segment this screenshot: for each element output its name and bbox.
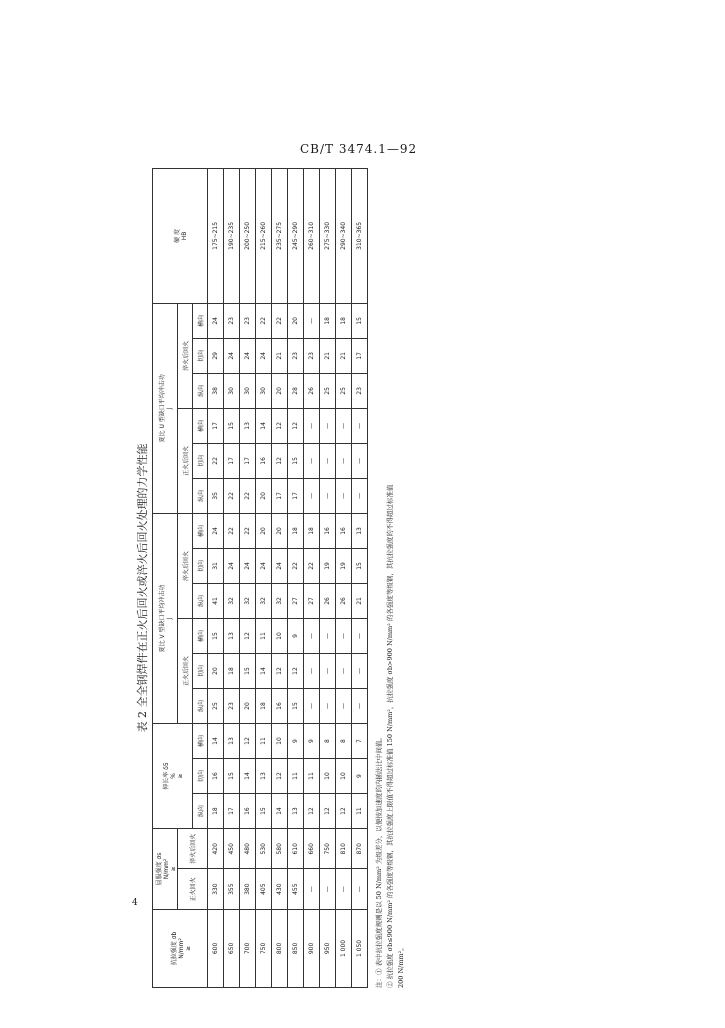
table-cell: 23: [224, 689, 240, 724]
dir-header: 横向: [193, 513, 208, 548]
table-cell: 430: [272, 869, 288, 909]
table-cell: 200~250: [240, 169, 256, 304]
normalized-header: 正火回火: [178, 869, 208, 909]
table-cell: 22: [288, 548, 304, 583]
dir-header: 切向: [193, 759, 208, 794]
table-cell: 12: [272, 759, 288, 794]
table-cell: 450: [224, 829, 240, 869]
dir-header: 切向: [193, 338, 208, 373]
table-cell: 23: [240, 303, 256, 338]
table-cell: 14: [240, 759, 256, 794]
table-cell: 17: [352, 338, 368, 373]
quenched-header: 淬火后回火: [178, 829, 208, 869]
table-cell: —: [304, 869, 320, 909]
table-cell: 18: [336, 303, 352, 338]
table-cell: 18: [256, 689, 272, 724]
table-cell: —: [352, 654, 368, 689]
table-cell: 580: [272, 829, 288, 869]
table-cell: 26: [320, 583, 336, 618]
dir-header: 切向: [193, 443, 208, 478]
table-cell: 22: [224, 478, 240, 513]
table-cell: 20: [272, 513, 288, 548]
table-row: [320, 169, 336, 988]
table-cell: 27: [288, 583, 304, 618]
table-cell: 10: [272, 724, 288, 759]
table-cell: 29: [208, 338, 224, 373]
table-cell: —: [304, 689, 320, 724]
table-cell: 30: [224, 373, 240, 408]
table-cell: 20: [256, 513, 272, 548]
dir-header: 纵向: [193, 583, 208, 618]
table-cell: 380: [240, 869, 256, 909]
table-row: [240, 169, 256, 988]
table-cell: 25: [320, 373, 336, 408]
table-cell: —: [352, 443, 368, 478]
table-cell: 660: [304, 829, 320, 869]
table-cell: 31: [208, 548, 224, 583]
table-cell: 405: [256, 869, 272, 909]
dir-header: 横向: [193, 618, 208, 653]
table-cell: 1 000: [336, 909, 352, 987]
table-cell: —: [352, 689, 368, 724]
v-nt-header: 正火后回火: [178, 618, 193, 723]
table-cell: 16: [256, 443, 272, 478]
table-cell: 290~340: [336, 169, 352, 304]
table-cell: 810: [336, 829, 352, 869]
table-cell: 23: [224, 303, 240, 338]
v-qt-header: 淬火后回火: [178, 513, 193, 618]
table-cell: 25: [336, 373, 352, 408]
table-cell: 35: [208, 478, 224, 513]
dir-header: 纵向: [193, 689, 208, 724]
table-cell: 12: [320, 794, 336, 829]
table-cell: —: [320, 689, 336, 724]
table-cell: 750: [256, 909, 272, 987]
table-cell: —: [336, 869, 352, 909]
table-cell: 15: [208, 618, 224, 653]
table-cell: 20: [240, 689, 256, 724]
table-cell: 420: [208, 829, 224, 869]
table-cell: 11: [304, 759, 320, 794]
table-cell: 455: [288, 869, 304, 909]
table-cell: 235~275: [272, 169, 288, 304]
tensile-header: 抗拉强度 σb N/mm² ≥: [153, 909, 208, 987]
table-cell: 10: [336, 759, 352, 794]
table-cell: 21: [272, 338, 288, 373]
table-cell: 27: [304, 583, 320, 618]
table-cell: 12: [240, 618, 256, 653]
table-cell: 26: [336, 583, 352, 618]
table-cell: 18: [224, 654, 240, 689]
table-cell: 24: [272, 548, 288, 583]
table-cell: 190~235: [224, 169, 240, 304]
table-cell: 7: [352, 724, 368, 759]
table-cell: 15: [352, 303, 368, 338]
table-cell: —: [352, 478, 368, 513]
table-cell: —: [320, 869, 336, 909]
table-cell: 800: [272, 909, 288, 987]
table-cell: 18: [304, 513, 320, 548]
table-cell: 24: [240, 338, 256, 373]
hardness-header: 硬 度 HB: [153, 169, 208, 304]
table-cell: —: [336, 443, 352, 478]
elongation-header: 伸长率 δ5 % ≥: [153, 724, 193, 829]
table-cell: 10: [272, 618, 288, 653]
table-cell: 17: [240, 443, 256, 478]
table-cell: 30: [256, 373, 272, 408]
table-cell: 17: [272, 478, 288, 513]
table-caption: 表 2 全全钢焊件在正火后回火或淬火后回火处理的力学性能: [136, 443, 149, 733]
table-cell: 950: [320, 909, 336, 987]
table-cell: 20: [272, 373, 288, 408]
table-cell: 21: [352, 583, 368, 618]
table-row: [336, 169, 352, 988]
table-cell: 17: [224, 443, 240, 478]
dir-header: 横向: [193, 724, 208, 759]
table-cell: 32: [256, 583, 272, 618]
table-cell: 28: [288, 373, 304, 408]
table-row: [304, 169, 320, 988]
table-cell: 12: [240, 724, 256, 759]
table-cell: —: [320, 618, 336, 653]
table-cell: —: [320, 443, 336, 478]
table-cell: 10: [320, 759, 336, 794]
table-cell: 12: [288, 408, 304, 443]
table-cell: 14: [256, 654, 272, 689]
table-cell: —: [352, 408, 368, 443]
table-cell: 19: [320, 548, 336, 583]
table-row: [256, 169, 272, 988]
table-cell: 21: [320, 338, 336, 373]
table-cell: —: [304, 303, 320, 338]
table-cell: 41: [208, 583, 224, 618]
table-cell: 175~215: [208, 169, 224, 304]
table-cell: 12: [336, 794, 352, 829]
table-cell: 25: [208, 689, 224, 724]
table-cell: 18: [208, 794, 224, 829]
table-cell: 14: [272, 794, 288, 829]
dir-header: 纵向: [193, 373, 208, 408]
table-cell: 15: [240, 654, 256, 689]
impact-v-header: 夏比 V 型缺口平均冲击功 J: [153, 513, 178, 723]
table-cell: 24: [240, 548, 256, 583]
table-cell: 22: [256, 303, 272, 338]
table-cell: 13: [256, 759, 272, 794]
table-cell: 16: [272, 689, 288, 724]
table-cell: 24: [256, 338, 272, 373]
table-cell: 650: [224, 909, 240, 987]
table-cell: 24: [208, 303, 224, 338]
table-cell: 16: [336, 513, 352, 548]
table-cell: 12: [272, 443, 288, 478]
table-cell: 21: [336, 338, 352, 373]
table-cell: —: [304, 618, 320, 653]
table-cell: 22: [240, 513, 256, 548]
table-cell: 32: [272, 583, 288, 618]
table-cell: —: [320, 408, 336, 443]
table-cell: 13: [352, 513, 368, 548]
table-cell: 18: [288, 513, 304, 548]
table-cell: 26: [304, 373, 320, 408]
table-cell: 11: [288, 759, 304, 794]
table-cell: —: [304, 443, 320, 478]
table-cell: 20: [208, 654, 224, 689]
yield-header: 屈服强度 σs N/mm² ≥: [153, 829, 178, 910]
table-cell: 13: [240, 408, 256, 443]
table-cell: 17: [208, 408, 224, 443]
table-cell: 480: [240, 829, 256, 869]
table-cell: 215~260: [256, 169, 272, 304]
table-cell: —: [320, 654, 336, 689]
table-cell: 13: [224, 618, 240, 653]
table-cell: 310~365: [352, 169, 368, 304]
table-cell: —: [336, 478, 352, 513]
table-cell: 9: [352, 759, 368, 794]
table-cell: 18: [320, 303, 336, 338]
table-cell: 22: [240, 478, 256, 513]
dir-header: 横向: [193, 303, 208, 338]
table-cell: —: [336, 654, 352, 689]
table-cell: 870: [352, 829, 368, 869]
note-line: ② 抗拉强度 σb≤900 N/mm² 的各强度等级钢，其抗拉强度上限值不得超过标准值 150 N/mm²，抗拉强度 σb>900 N/mm² 的各强度等级钢，其抗拉强度的不得超过标准值: [386, 484, 394, 988]
table-cell: 12: [272, 654, 288, 689]
dir-header: 切向: [193, 654, 208, 689]
table-cell: 530: [256, 829, 272, 869]
table-cell: —: [336, 689, 352, 724]
table-cell: 15: [224, 759, 240, 794]
table-cell: —: [336, 618, 352, 653]
table-cell: 19: [336, 548, 352, 583]
table-cell: 610: [288, 829, 304, 869]
table-cell: 16: [320, 513, 336, 548]
note-line: 注：① 表中抗拉强度规则是以 50 N/mm² 为级差分，以便按加速度的内插法比中间值。: [375, 734, 383, 988]
table-cell: 14: [208, 724, 224, 759]
table-cell: 20: [288, 303, 304, 338]
table-notes: [374, 148, 407, 988]
table-cell: 330: [208, 869, 224, 909]
note-line: 200 N/mm²。: [397, 944, 405, 988]
table-cell: 11: [352, 794, 368, 829]
table-cell: 15: [288, 443, 304, 478]
table-cell: 275~330: [320, 169, 336, 304]
table-cell: —: [320, 478, 336, 513]
table-cell: 900: [304, 909, 320, 987]
mechanical-properties-table: [152, 168, 368, 988]
table-cell: —: [336, 408, 352, 443]
table-cell: 17: [288, 478, 304, 513]
table-cell: 8: [336, 724, 352, 759]
table-cell: 32: [240, 583, 256, 618]
table-cell: 11: [256, 618, 272, 653]
table-cell: 23: [304, 338, 320, 373]
table-cell: 17: [224, 794, 240, 829]
table-cell: 20: [256, 478, 272, 513]
impact-u-header: 夏比 U 型缺口平均冲击功 J: [153, 303, 178, 513]
table-cell: 600: [208, 909, 224, 987]
table-row: [352, 169, 368, 988]
table-cell: 1 050: [352, 909, 368, 987]
table-cell: 15: [288, 689, 304, 724]
table-cell: 13: [224, 724, 240, 759]
table-cell: 245~290: [288, 169, 304, 304]
table-cell: 750: [320, 829, 336, 869]
u-qt-header: 淬火后回火: [178, 303, 193, 408]
table-cell: 22: [208, 443, 224, 478]
table-cell: 38: [208, 373, 224, 408]
table-cell: 12: [288, 654, 304, 689]
table-cell: 22: [224, 513, 240, 548]
dir-header: 纵向: [193, 794, 208, 829]
dir-header: 横向: [193, 408, 208, 443]
dir-header: 纵向: [193, 478, 208, 513]
table-cell: —: [304, 654, 320, 689]
table-cell: 11: [256, 724, 272, 759]
table-cell: 15: [256, 794, 272, 829]
table-cell: —: [304, 478, 320, 513]
table-cell: 23: [352, 373, 368, 408]
table-cell: 24: [224, 338, 240, 373]
page-header: CB/T 3474.1—92: [300, 142, 418, 156]
table-cell: 850: [288, 909, 304, 987]
table-cell: 12: [304, 794, 320, 829]
table-cell: 9: [304, 724, 320, 759]
table-cell: 32: [224, 583, 240, 618]
table-cell: 22: [304, 548, 320, 583]
table-cell: 13: [288, 794, 304, 829]
table-cell: 9: [288, 724, 304, 759]
table-cell: 16: [240, 794, 256, 829]
table-cell: 24: [208, 513, 224, 548]
table-cell: —: [352, 618, 368, 653]
table-cell: 23: [288, 338, 304, 373]
table-cell: —: [352, 869, 368, 909]
table-row: [288, 169, 304, 988]
table-row: [208, 169, 224, 988]
table-body: [208, 169, 368, 988]
table-cell: 30: [240, 373, 256, 408]
table-cell: 700: [240, 909, 256, 987]
table-cell: 14: [256, 408, 272, 443]
table-row: [224, 169, 240, 988]
table-cell: 8: [320, 724, 336, 759]
table-cell: 16: [208, 759, 224, 794]
page-number: 4: [132, 898, 138, 908]
table-cell: 22: [272, 303, 288, 338]
table-cell: 355: [224, 869, 240, 909]
table-cell: 260~310: [304, 169, 320, 304]
table-cell: 15: [224, 408, 240, 443]
table-row: [272, 169, 288, 988]
table-cell: —: [304, 408, 320, 443]
table-cell: 9: [288, 618, 304, 653]
table-cell: 15: [352, 548, 368, 583]
u-nt-header: 正火后回火: [178, 408, 193, 513]
table-cell: 24: [256, 548, 272, 583]
table-cell: 12: [272, 408, 288, 443]
rotated-table-region: [132, 148, 522, 1028]
table-cell: 24: [224, 548, 240, 583]
dir-header: 切向: [193, 548, 208, 583]
